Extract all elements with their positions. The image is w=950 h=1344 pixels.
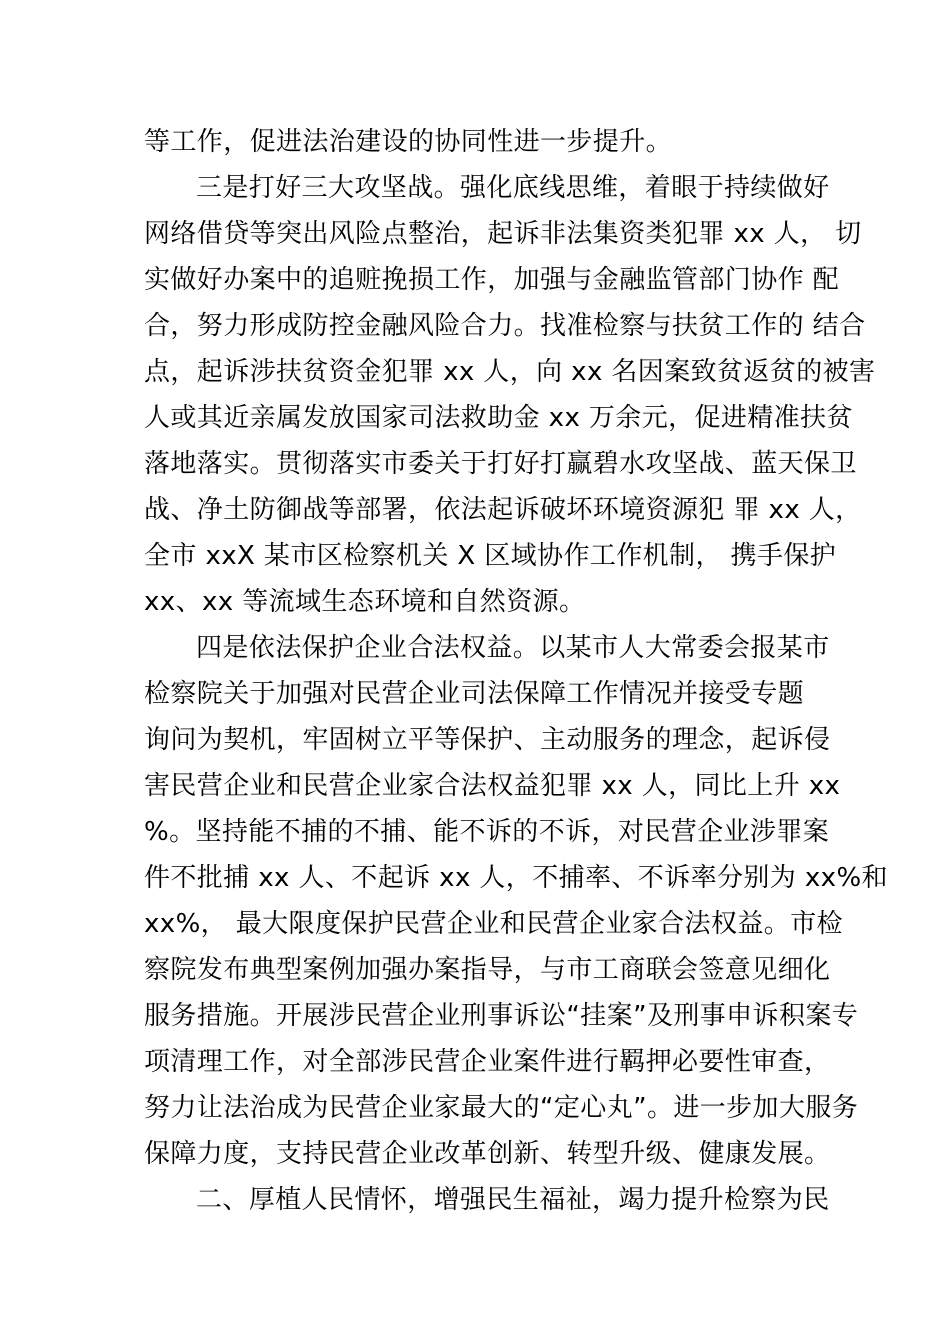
text-line: 网络借贷等突出风险点整治，起诉非法集资类犯罪 xx 人， 切 xyxy=(144,219,862,249)
text-line: 检察院关于加强对民营企业司法保障工作情况并接受专题 xyxy=(144,679,805,709)
text-line: xx%， 最大限度保护民营企业和民营企业家合法权益。市检 xyxy=(144,909,843,939)
text-line: 察院发布典型案例加强办案指导，与市工商联会签意见细化 xyxy=(144,955,831,985)
text-line: 服务措施。开展涉民营企业刑事诉讼“挂案”及刑事申诉积案专 xyxy=(144,1001,859,1031)
text-line: xx、xx 等流域生态环境和自然资源。 xyxy=(144,587,586,617)
text-line: 等工作，促进法治建设的协同性进一步提升。 xyxy=(144,127,673,157)
text-line: 战、净土防御战等部署，依法起诉破坏环境资源犯 罪 xx 人， xyxy=(144,495,862,525)
text-line: %。坚持能不捕的不捕、能不诉的不诉，对民营企业涉罪案 xyxy=(144,817,830,847)
text-line: 保障力度，支持民营企业改革创新、转型升级、健康发展。 xyxy=(144,1139,831,1169)
section-heading-line: 二、厚植人民情怀，增强民生福祉，竭力提升检察为民 xyxy=(196,1185,830,1215)
text-line: 人或其近亲属发放国家司法救助金 xx 万余元，促进精准扶贫 xyxy=(144,403,853,433)
text-line: 落地落实。贯彻落实市委关于打好打赢碧水攻坚战、蓝天保卫 xyxy=(144,449,857,479)
text-line: 全市 xxX 某市区检察机关 X 区域协作工作机制， 携手保护 xyxy=(144,541,837,571)
text-line: 询问为契机，牢固树立平等保护、主动服务的理念，起诉侵 xyxy=(144,725,831,755)
paragraph-start-line: 四是依法保护企业合法权益。以某市人大常委会报某市 xyxy=(196,633,830,663)
text-line: 点，起诉涉扶贫资金犯罪 xx 人，向 xx 名因案致贫返贫的被害 xyxy=(144,357,876,387)
text-line: 害民营企业和民营企业家合法权益犯罪 xx 人，同比上升 xx xyxy=(144,771,841,801)
paragraph-start-line: 三是打好三大攻坚战。强化底线思维，着眼于持续做好 xyxy=(196,173,830,203)
text-line: 实做好办案中的追赃挽损工作，加强与金融监管部门协作 配 xyxy=(144,265,840,295)
text-line: 件不批捕 xx 人、不起诉 xx 人，不捕率、不诉率分别为 xx%和 xyxy=(144,863,888,893)
text-line: 项清理工作，对全部涉民营企业案件进行羁押必要性审查， xyxy=(144,1047,831,1077)
text-line: 合，努力形成防控金融风险合力。找准检察与扶贫工作的 结合 xyxy=(144,311,866,341)
text-line: 努力让法治成为民营企业家最大的“定心丸”。进一步加大服务 xyxy=(144,1093,859,1123)
